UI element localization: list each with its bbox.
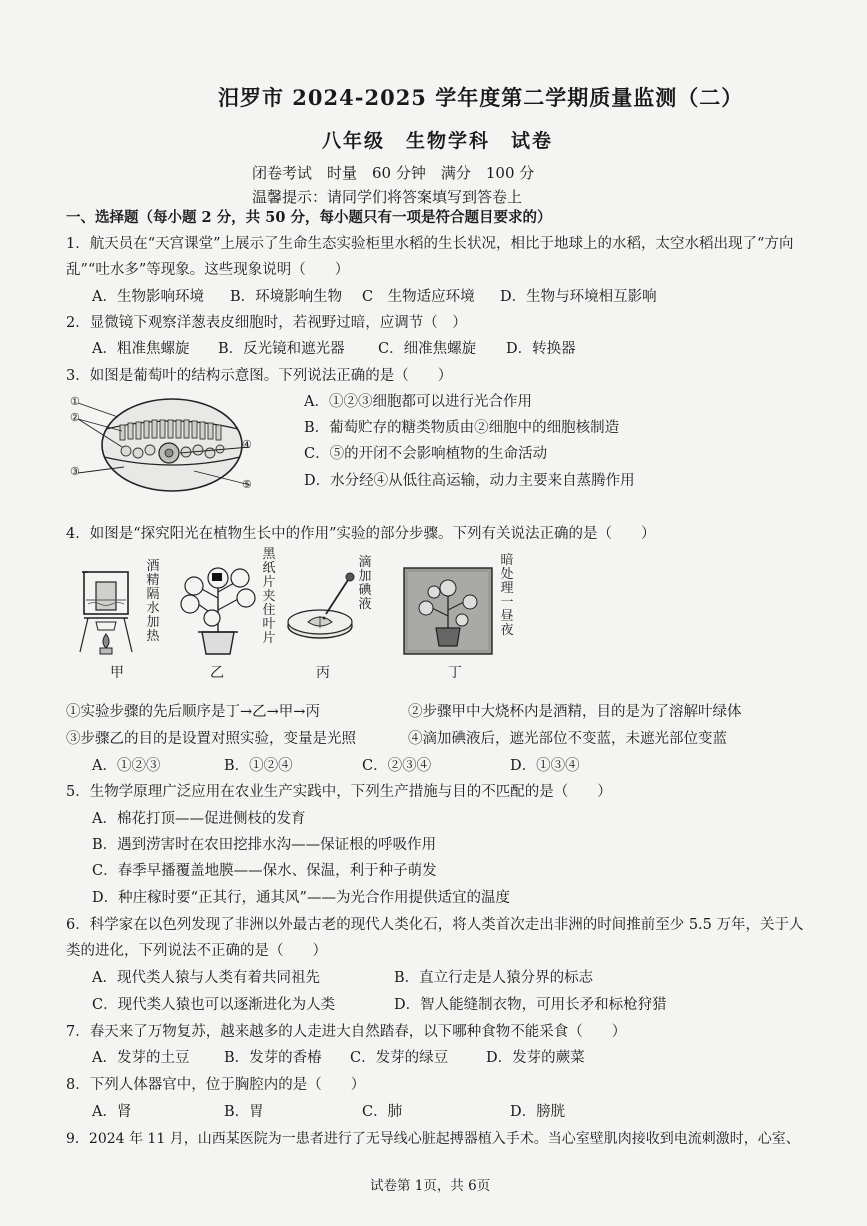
- q9-stem: 9．2024 年 11 月，山西某医院为一患者进行了无导线心脏起搏器植入手术。当心室壁肌肉接收到电流刺激时，心室、: [66, 1131, 800, 1147]
- leaf-label-5: ⑤: [242, 478, 252, 491]
- q4-statement-4: ④滴加碘液后，遮光部位不变蓝，未遮光部位变蓝: [408, 731, 727, 747]
- dark-box-plant-icon: [402, 566, 494, 656]
- q2-option-b: B．反光镜和遮光器: [218, 341, 345, 357]
- q7-stem: 7．春天来了万物复苏，越来越多的人走进大自然踏春，以下哪种食物不能采食（ ）: [66, 1024, 627, 1040]
- label-bing: 滴加碘液: [358, 555, 372, 612]
- caption-jia: 甲: [110, 665, 124, 681]
- leaf-label-4: ④: [242, 438, 252, 451]
- q2-option-c: C．细准焦螺旋: [378, 341, 477, 357]
- q8-option-b: B．胃: [224, 1104, 264, 1120]
- caption-yi: 乙: [210, 665, 224, 681]
- q3-stem: 3．如图是葡萄叶的结构示意图。下列说法正确的是（ ）: [66, 368, 453, 384]
- leaf-cross-section-diagram: [74, 395, 254, 495]
- leaf-label-1: ①: [70, 395, 80, 408]
- q1-option-a: A．生物影响环境: [92, 289, 204, 305]
- page-footer: 试卷第 1页，共 6页: [370, 1178, 491, 1194]
- q1-option-c: C 生物适应环境: [362, 289, 475, 305]
- q4-option-d: D．①③④: [510, 758, 580, 774]
- q7-option-d: D．发芽的蕨菜: [486, 1050, 585, 1066]
- page-subtitle: 八年级 生物学科 试卷: [322, 130, 554, 152]
- exam-info: 闭卷考试 时量 60 分钟 满分 100 分: [252, 164, 535, 182]
- q2-option-d: D．转换器: [506, 341, 576, 357]
- q7-option-b: B．发芽的香椿: [224, 1050, 322, 1066]
- q6-option-d: D．智人能缝制衣物，可用长矛和标枪狩猎: [394, 997, 667, 1013]
- q4-stem: 4．如图是“探究阳光在植物生长中的作用”实验的部分步骤。下列有关说法正确的是（ ）: [66, 526, 656, 542]
- section-heading: 一、选择题（每小题 2 分，共 50 分，每小题只有一项是符合题目要求的）: [66, 209, 552, 226]
- q6-stem-line1: 6．科学家在以色列发现了非洲以外最古老的现代人类化石，将人类首次走出非洲的时间推前至少 5.5 万年，关于人: [66, 917, 804, 933]
- q3-option-a: A．①②③细胞都可以进行光合作用: [304, 394, 532, 410]
- q7-option-a: A．发芽的土豆: [92, 1050, 190, 1066]
- caption-bing: 丙: [316, 665, 330, 681]
- q8-option-d: D．膀胱: [510, 1104, 566, 1120]
- q2-stem: 2．显微镜下观察洋葱表皮细胞时，若视野过暗，应调节（ ）: [66, 315, 467, 331]
- leaf-label-2: ②: [70, 411, 80, 424]
- q3-option-b: B．葡萄贮存的糖类物质由②细胞中的细胞核制造: [304, 420, 620, 436]
- figure-yi: [176, 548, 286, 658]
- q3-option-c: C．⑤的开闭不会影响植物的生命活动: [304, 446, 548, 462]
- q4-option-c: C．②③④: [362, 758, 432, 774]
- q4-statement-2: ②步骤甲中大烧杯内是酒精，目的是为了溶解叶绿体: [408, 704, 742, 720]
- q6-stem-line2: 类的进化，下列说法不正确的是（ ）: [66, 943, 327, 959]
- q1-stem-line2: 乱”“吐水多”等现象。这些现象说明（ ）: [66, 262, 350, 278]
- q6-option-a: A．现代类人猿与人类有着共同祖先: [92, 970, 320, 986]
- q7-option-c: C．发芽的绿豆: [350, 1050, 449, 1066]
- leaf-label-3: ③: [70, 465, 80, 478]
- q5-stem: 5．生物学原理广泛应用在农业生产实践中，下列生产措施与目的不匹配的是（ ）: [66, 784, 612, 800]
- caption-ding: 丁: [448, 665, 462, 681]
- q5-option-c: C．春季早播覆盖地膜——保水、保温，利于种子萌发: [92, 863, 437, 879]
- q4-option-b: B．①②④: [224, 758, 293, 774]
- label-yi: 黑纸片夹住叶片: [262, 547, 276, 646]
- q1-option-d: D．生物与环境相互影响: [500, 289, 657, 305]
- q5-option-a: A．棉花打顶——促进侧枝的发育: [92, 811, 306, 827]
- label-ding: 暗处理一昼夜: [500, 553, 514, 638]
- q4-statement-1: ①实验步骤的先后顺序是丁→乙→甲→丙: [66, 704, 320, 720]
- figure-jia: [74, 560, 164, 660]
- figure-bing: [286, 556, 386, 656]
- q8-option-c: C．肺: [362, 1104, 403, 1120]
- q2-option-a: A．粗准焦螺旋: [92, 341, 190, 357]
- potted-plant-black-paper-icon: [176, 548, 260, 658]
- reminder: 温馨提示：请同学们将答案填写到答卷上: [252, 188, 523, 206]
- water-bath-heating-icon: [74, 560, 144, 660]
- q1-stem-line1: 1．航天员在“天宫课堂”上展示了生命生态实验柜里水稻的生长状况，相比于地球上的水稻，太空水稻出现了“方向: [66, 236, 794, 252]
- q8-option-a: A．肾: [92, 1104, 132, 1120]
- q6-option-b: B．直立行走是人猿分界的标志: [394, 970, 594, 986]
- q5-option-b: B．遇到涝害时在农田挖排水沟——保证根的呼吸作用: [92, 837, 437, 853]
- label-jia: 酒精隔水加热: [146, 559, 160, 644]
- q4-statement-3: ③步骤乙的目的是设置对照实验，变量是光照: [66, 731, 356, 747]
- q4-option-a: A．①②③: [92, 758, 161, 774]
- page-title: 汨罗市 2024-2025 学年度第二学期质量监测（二）: [218, 85, 744, 110]
- figure-ding: [402, 553, 522, 658]
- petri-dish-iodine-icon: [286, 556, 358, 656]
- q3-option-d: D．水分经④从低往高运输，动力主要来自蒸腾作用: [304, 473, 635, 489]
- leaf-structure-figure: [70, 395, 254, 495]
- q6-option-c: C．现代类人猿也可以逐渐进化为人类: [92, 997, 336, 1013]
- q5-option-d: D．种庄稼时要“正其行，通其风”——为光合作用提供适宜的温度: [92, 890, 510, 906]
- q8-stem: 8．下列人体器官中，位于胸腔内的是（ ）: [66, 1077, 366, 1093]
- q1-option-b: B．环境影响生物: [230, 289, 343, 305]
